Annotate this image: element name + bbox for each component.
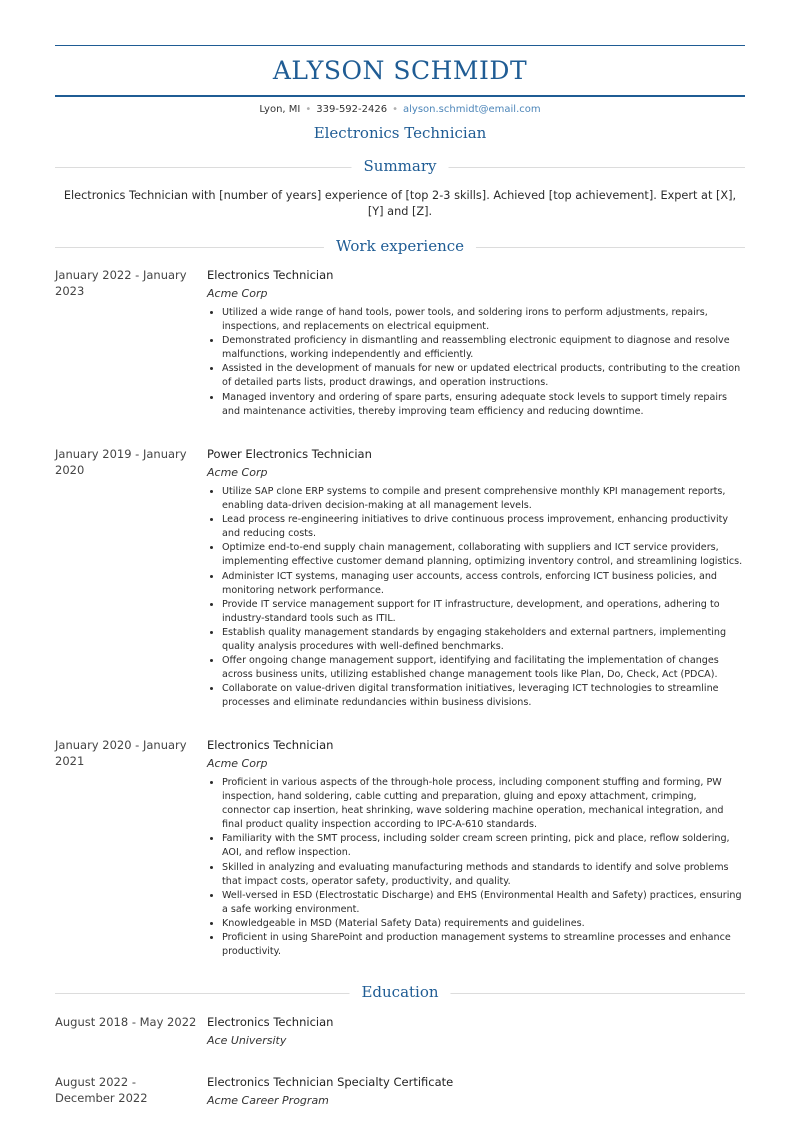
candidate-name: ALYSON SCHMIDT — [272, 56, 528, 85]
summary-heading — [55, 157, 745, 177]
bullet-item: • Demonstrated proficiency in dismantling and reassembling electronic equipment to diagnose and resolve malfunctions, working independently and efficiently. — [222, 334, 745, 362]
bullet-item: • Assisted in the development of manuals for new or updated electrical products, contributing to the creation of detailed parts lists, product drawings, and operation instructions. — [222, 362, 745, 390]
entry-title: Electronics Technician Specialty Certificate — [207, 1075, 454, 1089]
location: Lyon, MI — [259, 104, 301, 115]
contact-line — [0, 104, 800, 115]
entry-body — [207, 1074, 745, 1109]
entry-date: January 2020 - January 2021 — [55, 738, 187, 768]
bullet-item: • Knowledgeable in MSD (Material Safety Data) requirements and guidelines. — [222, 917, 745, 931]
section-title: Work experience — [324, 237, 476, 255]
summary-text: Electronics Technician with [number of years] experience of [top 2-3 skills]. Achieved [top achievement]. Expert at [X], [Y] and [Z]. — [63, 189, 737, 218]
entry-body — [207, 737, 745, 959]
entry-company: Acme Corp — [207, 466, 268, 479]
bullet-item: • Administer ICT systems, managing user accounts, access controls, enforcing ICT business policies, and monitoring network performance. — [222, 570, 745, 598]
entry-title: Electronics Technician — [207, 1015, 334, 1029]
bullet-item: • Offer ongoing change management support, identifying and facilitating the implementation of changes across business units, utilizing established change management tools like Plan, Do, Check, Act (PDCA). — [222, 654, 745, 682]
entry-date: August 2022 - December 2022 — [55, 1075, 148, 1105]
entry-company: Acme Corp — [207, 287, 268, 300]
job-title: Electronics Technician — [313, 124, 487, 142]
entry-date: August 2018 - May 2022 — [55, 1015, 197, 1029]
bullet-item: • Establish quality management standards by engaging stakeholders and external partners, implementing quality analysis procedures with well-defined benchmarks. — [222, 626, 745, 654]
bullet-item: • Skilled in analyzing and evaluating manufacturing methods and standards to identify and solve problems that impact costs, operator safety, productivity, and quality. — [222, 861, 745, 889]
bullet-list — [207, 306, 745, 419]
bullet-item: • Utilize SAP clone ERP systems to compile and present comprehensive monthly KPI management reports, enabling data-driven decision-making at all management levels. — [222, 485, 745, 513]
bullet-item: • Managed inventory and ordering of spare parts, ensuring adequate stock levels to support timely repairs and maintenance activities, thereby improving team efficiency and reducing downtime. — [222, 391, 745, 419]
entry-body — [207, 446, 745, 711]
top-rule — [55, 45, 745, 46]
phone: 339-592-2426 — [316, 104, 388, 115]
separator-dot: • — [305, 104, 312, 115]
section-title: Summary — [352, 157, 449, 175]
education-heading — [55, 983, 745, 1003]
bullet-list — [207, 485, 745, 711]
bullet-item: • Familiarity with the SMT process, including solder cream screen printing, pick and place, reflow soldering, AOI, and reflow inspection. — [222, 832, 745, 860]
entry-body — [207, 267, 745, 419]
separator-dot: • — [392, 104, 398, 115]
bullet-item: • Utilized a wide range of hand tools, power tools, and soldering irons to perform adjustments, repairs, inspections, and replacements on electrical equipment. — [222, 306, 745, 334]
bullet-item: • Well-versed in ESD (Electrostatic Discharge) and EHS (Environmental Health and Safety) practices, ensuring a safe working environment. — [222, 889, 745, 917]
entry-date: January 2019 - January 2020 — [55, 447, 187, 477]
bullet-item: • Optimize end-to-end supply chain management, collaborating with suppliers and ICT service providers, implementing effective customer demand planning, optimizing inventory control, and streamlining logistics. — [222, 541, 745, 569]
work-heading — [55, 237, 745, 257]
bullet-item: • Provide IT service management support for IT infrastructure, development, and operations, adhering to industry-standard tools such as ITIL. — [222, 598, 745, 626]
entry-company: Acme Corp — [207, 757, 268, 770]
bullet-item: • Proficient in using SharePoint and production management systems to streamline processes and enhance productivity. — [222, 931, 745, 959]
name-rule — [55, 95, 745, 97]
entry-title: Electronics Technician — [207, 738, 334, 752]
entry-title: Electronics Technician — [207, 268, 334, 282]
section-title: Education — [349, 983, 450, 1001]
entry-school: Acme Career Program — [207, 1094, 329, 1107]
email-link[interactable]: alyson.schmidt@email.com — [403, 104, 541, 115]
entry-date: January 2022 - January 2023 — [55, 268, 187, 298]
entry-body — [207, 1014, 745, 1049]
bullet-item: • Collaborate on value-driven digital transformation initiatives, leveraging ICT technologies to streamline processes and eliminate redundancies within business divisions. — [222, 682, 745, 710]
entry-title: Power Electronics Technician — [207, 447, 372, 461]
bullet-list — [207, 776, 745, 959]
bullet-item: • Lead process re-engineering initiatives to drive continuous process improvement, enhancing productivity and reducing costs. — [222, 513, 745, 541]
bullet-item: • Proficient in various aspects of the through-hole process, including component stuffing and forming, PW inspection, hand soldering, cable cutting and preparation, gluing and epoxy attachment, crimping, connector cap insertion, heat shrinking, wave soldering machine operation, mechanical integration, and final product quality inspection according to IPC-A-610 standards. — [222, 776, 745, 832]
entry-school: Ace University — [207, 1034, 287, 1047]
